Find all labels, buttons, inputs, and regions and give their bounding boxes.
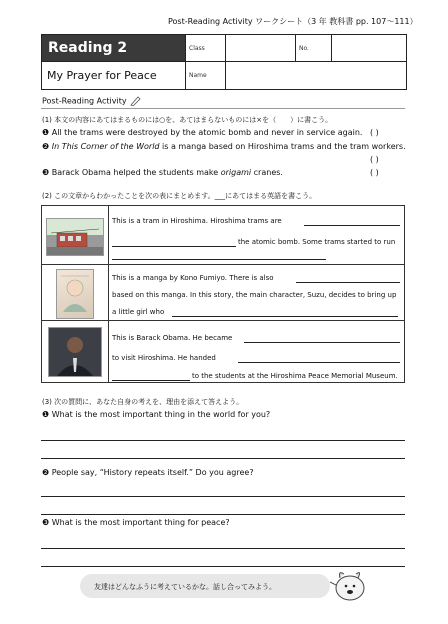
answer-line[interactable] xyxy=(41,514,405,515)
question-number: ❷ xyxy=(42,468,50,477)
title-grid xyxy=(41,34,407,90)
row3-line2: to visit Hiroshima. He handed xyxy=(112,354,216,362)
p1-item-2 xyxy=(42,142,406,152)
section-title xyxy=(42,96,141,107)
answer-line[interactable] xyxy=(41,496,405,497)
row-divider xyxy=(108,206,109,264)
part1-instruction: (1) 本文の内容にあてはまるものには○を、あてはまらないものには×を（ ）に書こう。 xyxy=(42,116,333,124)
item-text-end: cranes. xyxy=(251,168,283,177)
no-input[interactable] xyxy=(332,35,406,62)
answer-line[interactable] xyxy=(41,458,405,459)
row-divider xyxy=(108,321,109,383)
bubble-text: 友達はどんなふうに考えているかな。話し合ってみよう。 xyxy=(94,583,276,591)
question-number: ❶ xyxy=(42,410,50,419)
summary-row-1 xyxy=(41,205,405,265)
item-number: ❶ xyxy=(42,128,50,137)
lesson-title: My Prayer for Peace xyxy=(42,62,186,89)
blank[interactable] xyxy=(304,225,400,226)
p1-answer-2[interactable]: ( ) xyxy=(370,155,379,164)
item-text: Barack Obama helped the students make xyxy=(51,168,221,177)
blank[interactable] xyxy=(244,342,400,343)
item-italic: origami xyxy=(220,168,252,177)
name-label: Name xyxy=(189,72,207,79)
row1-line1: This is a tram in Hiroshima. Hiroshima trams are xyxy=(112,217,282,225)
blank[interactable] xyxy=(112,246,236,247)
p1-item-3 xyxy=(42,168,283,178)
section-divider xyxy=(41,108,405,109)
row3-line1: This is Barack Obama. He became xyxy=(112,334,233,342)
blank[interactable] xyxy=(238,362,400,363)
item-text: is a manga based on Hiroshima trams and the tram workers. xyxy=(159,142,406,151)
blank[interactable] xyxy=(112,259,326,260)
class-label: Class xyxy=(189,45,205,52)
row3-line3: to the students at the Hiroshima Peace Memorial Museum. xyxy=(192,372,398,380)
summary-row-3 xyxy=(41,321,405,383)
p1-item-1 xyxy=(42,128,362,138)
question-3 xyxy=(42,518,230,528)
discussion-bubble xyxy=(80,574,330,598)
class-label-cell xyxy=(186,35,226,62)
tram-photo xyxy=(46,218,104,256)
worksheet-header: Post-Reading Activity ワークシート（3 年 教科書 pp. 107～111） xyxy=(168,17,418,26)
question-2 xyxy=(42,468,254,478)
question-text: What is the most important thing in the world for you? xyxy=(51,410,271,419)
no-label: No. xyxy=(299,45,309,52)
section-title-text: Post-Reading Activity xyxy=(42,96,127,106)
blank[interactable] xyxy=(296,282,400,283)
p1-answer-3[interactable]: ( ) xyxy=(370,168,379,177)
blank[interactable] xyxy=(172,316,398,317)
obama-photo xyxy=(48,327,102,377)
question-text: People say, “History repeats itself.” Do you agree? xyxy=(51,468,254,477)
blank[interactable] xyxy=(112,380,190,381)
name-label-cell xyxy=(186,62,226,89)
answer-line[interactable] xyxy=(41,440,405,441)
row2-line3: a little girl who xyxy=(112,308,165,316)
question-text: What is the most important thing for peace? xyxy=(51,518,230,527)
row-divider xyxy=(108,265,109,321)
reading-label: Reading 2 xyxy=(42,35,186,62)
summary-row-2 xyxy=(41,265,405,321)
answer-line[interactable] xyxy=(41,566,405,567)
pencil-icon xyxy=(129,96,141,106)
row2-line1: This is a manga by Kono Fumiyo. There is also xyxy=(112,274,274,282)
item-number: ❸ xyxy=(42,168,50,177)
no-label-cell xyxy=(296,35,332,62)
row1-line2: the atomic bomb. Some trams started to run xyxy=(238,238,396,246)
row2-line2: based on this manga. In this story, the main character, Suzu, decides to bring up xyxy=(112,291,397,299)
dog-mascot-icon xyxy=(328,568,368,604)
question-1 xyxy=(42,410,270,420)
class-input[interactable] xyxy=(226,35,296,62)
name-input[interactable] xyxy=(226,62,406,89)
part3-instruction: (3) 次の質問に、あなた自身の考えを、理由を添えて答えよう。 xyxy=(42,398,244,406)
answer-line[interactable] xyxy=(41,548,405,549)
manga-cover xyxy=(56,269,94,319)
item-text: All the trams were destroyed by the atomic bomb and never in service again. xyxy=(51,128,363,137)
p1-answer-1[interactable]: ( ) xyxy=(370,128,379,137)
item-number: ❷ xyxy=(42,142,50,151)
part2-instruction: (2) この文章からわかったことを次の表にまとめます。___にあてはまる英語を書こう。 xyxy=(42,192,317,200)
question-number: ❸ xyxy=(42,518,50,527)
item-italic: In This Corner of the World xyxy=(51,142,160,151)
